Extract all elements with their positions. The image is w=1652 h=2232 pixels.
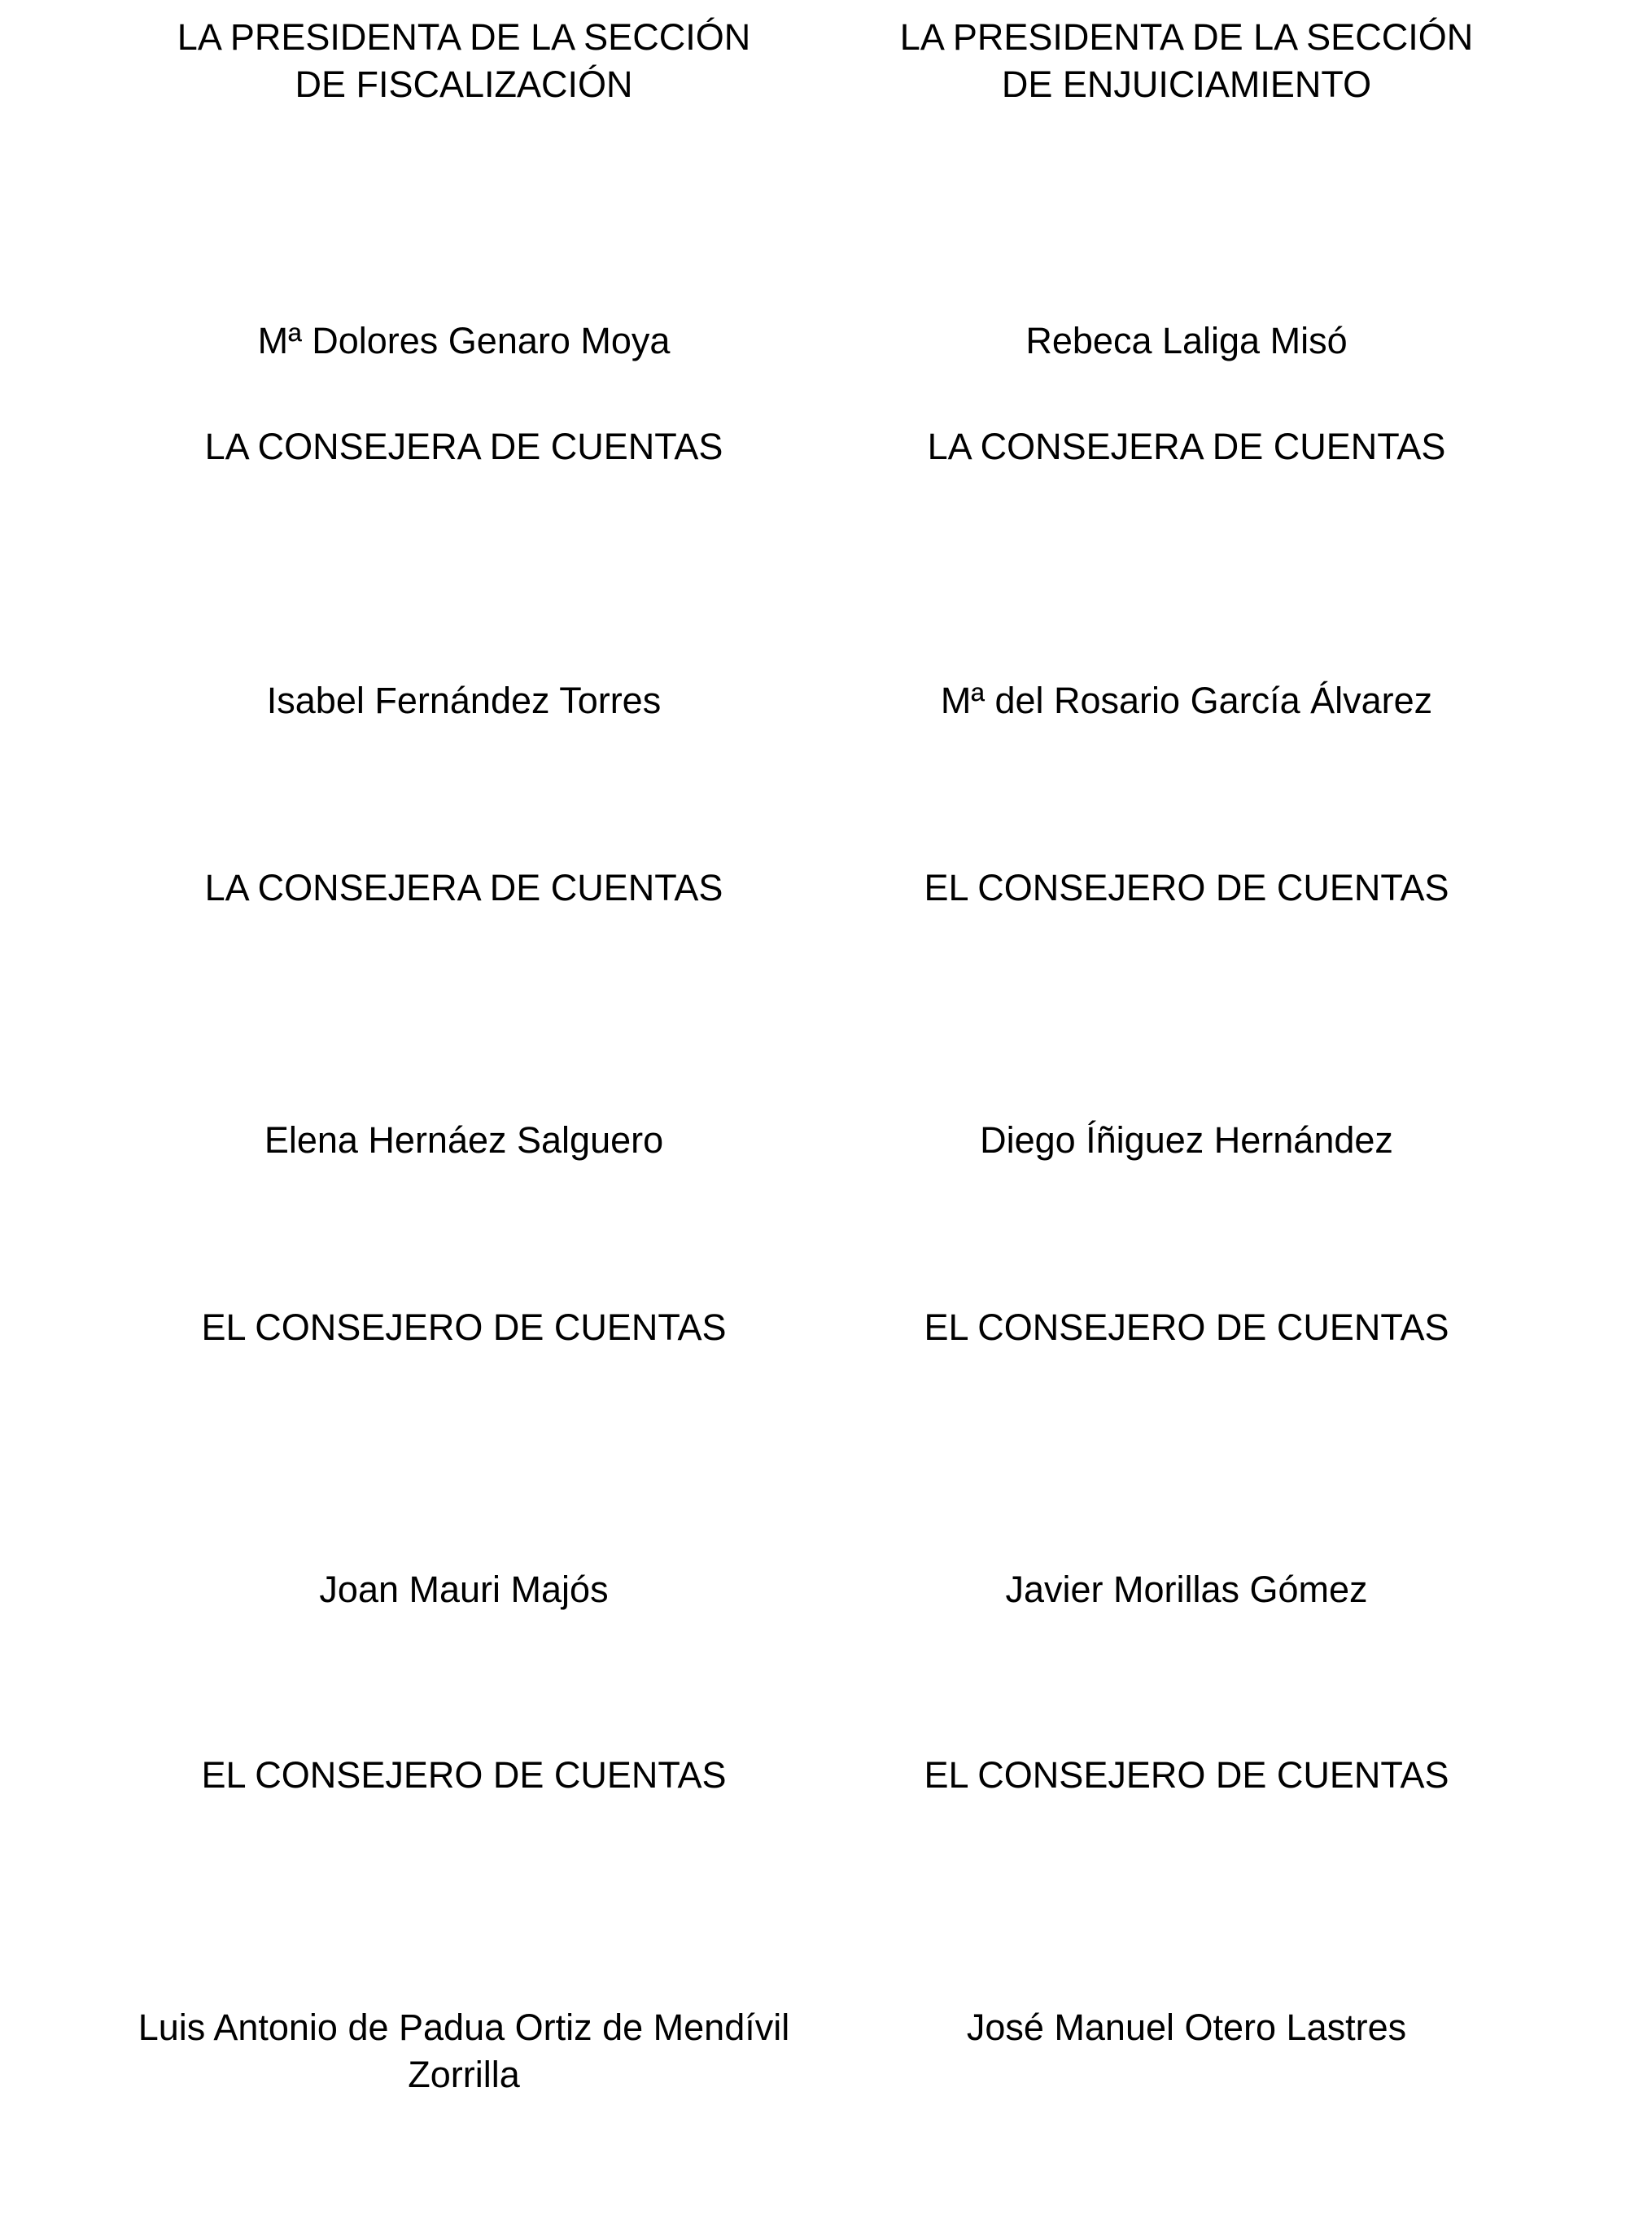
section-title-line1: LA PRESIDENTA DE LA SECCIÓN bbox=[177, 16, 751, 58]
signatory-name: Mª Dolores Genaro Moya bbox=[257, 320, 671, 361]
section-president-title-right bbox=[804, 14, 1569, 108]
signatory-name: Luis Antonio de Padua Ortiz de Mendívil Zorrilla bbox=[138, 2007, 790, 2095]
signatory-role-title: LA CONSEJERA DE CUENTAS bbox=[204, 426, 723, 467]
section-title-line2: DE FISCALIZACIÓN bbox=[295, 63, 633, 105]
signature-column-right bbox=[804, 0, 1569, 2232]
signatory-role-title: EL CONSEJERO DE CUENTAS bbox=[924, 1306, 1449, 1348]
section-title-line2: DE ENJUICIAMIENTO bbox=[1001, 63, 1372, 105]
signatory-name: Isabel Fernández Torres bbox=[266, 680, 662, 721]
signature-column-left bbox=[81, 0, 846, 2232]
signatory-role-title: EL CONSEJERO DE CUENTAS bbox=[201, 1306, 727, 1348]
signatory-role-title: LA CONSEJERA DE CUENTAS bbox=[927, 426, 1446, 467]
signatory-name: Elena Hernáez Salguero bbox=[264, 1119, 664, 1161]
signatory-name: José Manuel Otero Lastres bbox=[966, 2007, 1407, 2048]
signatory-name: Joan Mauri Majós bbox=[319, 1569, 609, 1610]
section-title-line1: LA PRESIDENTA DE LA SECCIÓN bbox=[899, 16, 1474, 58]
signatory-name: Mª del Rosario García Álvarez bbox=[940, 680, 1433, 721]
signatory-name: Diego Íñiguez Hernández bbox=[980, 1119, 1393, 1161]
signatory-role-title: EL CONSEJERO DE CUENTAS bbox=[201, 1754, 727, 1796]
signatory-name: Rebeca Laliga Misó bbox=[1025, 320, 1348, 361]
signatory-role-title: EL CONSEJERO DE CUENTAS bbox=[924, 867, 1449, 908]
signatory-role-title: EL CONSEJERO DE CUENTAS bbox=[924, 1754, 1449, 1796]
signatory-name: Javier Morillas Gómez bbox=[1005, 1569, 1368, 1610]
signatory-role-title: LA CONSEJERA DE CUENTAS bbox=[204, 867, 723, 908]
section-president-title-left bbox=[81, 14, 846, 108]
